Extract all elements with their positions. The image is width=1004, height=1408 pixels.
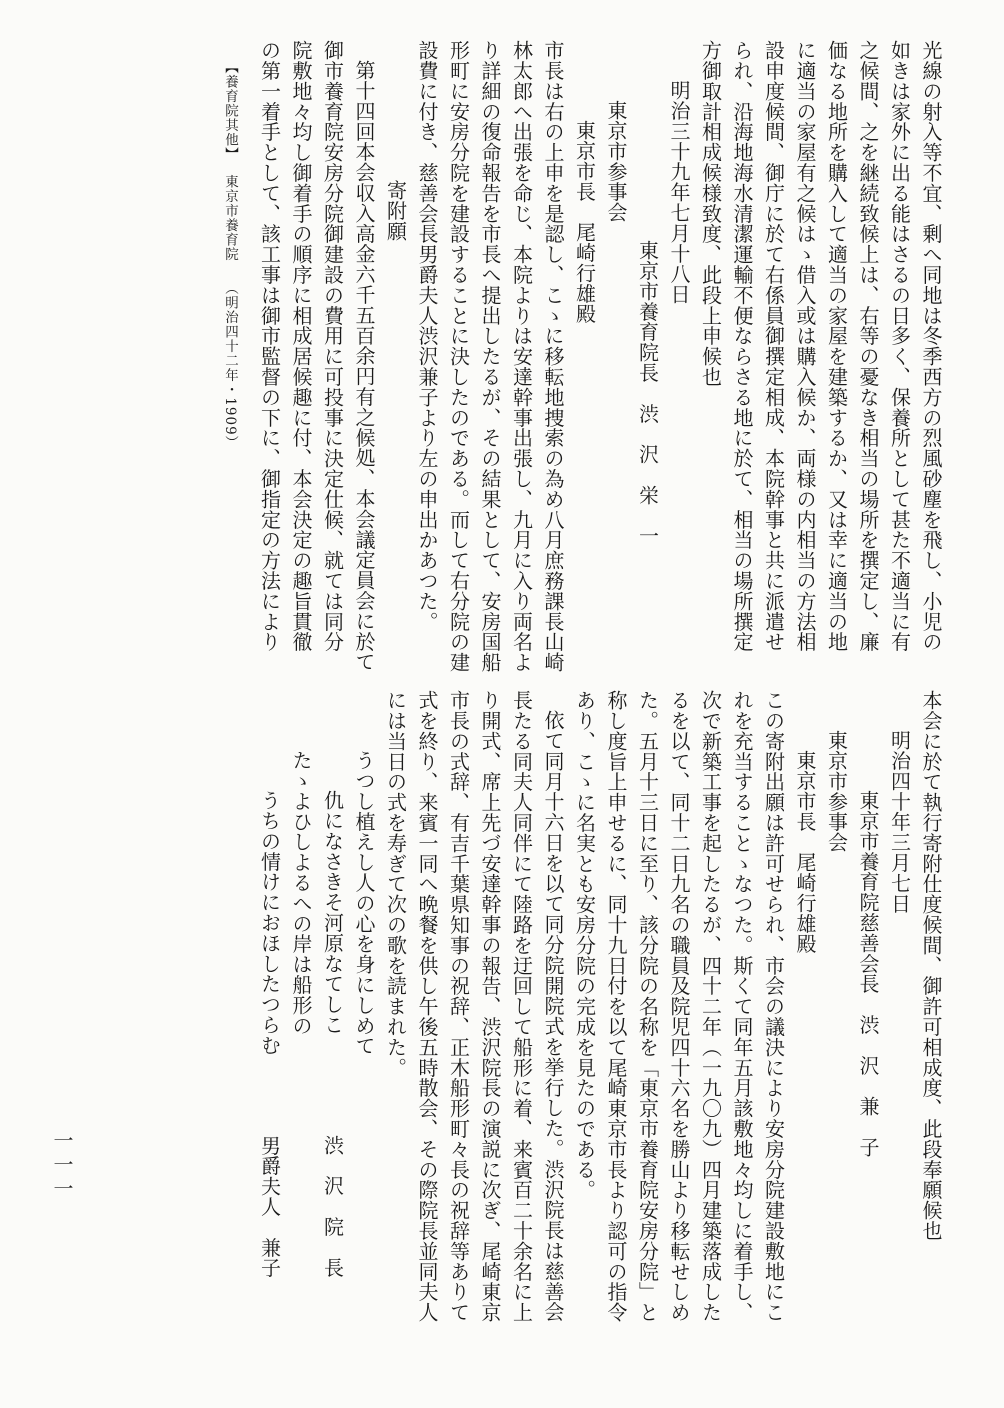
top-text-block <box>46 40 946 672</box>
text-column: 第十四回本会収入高金六千五百余円有之候処、本会議定員会に於て <box>352 60 376 672</box>
text-column: 依て同月十六日を以て同分院開院式を挙行した。渋沢院長は慈善会 <box>541 710 565 1322</box>
text-column: の第一着手として、該工事は御市監督の下に、御指定の方法により <box>257 40 282 652</box>
text-column: 価なる地所を購入して適当の家屋を建築するか、又は幸に適当の地 <box>824 40 849 652</box>
text-column: 之候間、之を継続致候上は、右等の憂なき相当の場所を撰定し、廉 <box>856 40 880 652</box>
text-column: 如きは家外に出る能はさるの日多く、保養所として甚た不適当に有 <box>887 40 912 652</box>
text-column: 称し度旨上申せるに、同十九日付を以て尾崎東京市長より認可の指令 <box>604 690 628 1323</box>
text-column: 院敷地々均し御着手の順序に相成居候趣に付、本会決定の趣旨貫徹 <box>289 40 313 652</box>
section-heading: 寄附願 <box>383 180 408 242</box>
text-column: 設費に付き、慈善会長男爵夫人渋沢兼子より左の申出かあつた。 <box>415 40 439 632</box>
text-column: この寄附出願は許可せられ、市会の議決により安房分院建設敷地にこ <box>761 690 786 1323</box>
signature-line: 東京市養育院慈善会長 渋 沢 兼 子 <box>856 790 880 1158</box>
poem-text: うちの情けにおほしたつらむ <box>257 790 282 1056</box>
addressee-line: 東京市参事会 <box>824 730 849 853</box>
text-column: るを以て、同十二日九名の職員及院児四十六名を勝山より移転せしめ <box>667 690 691 1323</box>
poem-author: 男爵夫人 兼子 <box>257 1135 282 1279</box>
addressee-line: 東京市長 尾崎行雄殿 <box>572 120 597 324</box>
footer-category: 【養育院其他】 <box>222 60 238 155</box>
bottom-text-block <box>46 690 946 1323</box>
text-column: 本会に於て執行寄附仕度候間、御許可相成度、此段奉願候也 <box>919 690 943 1241</box>
text-column: 方御取計相成候様致度、此段上申候也 <box>698 40 723 387</box>
addressee-line: 東京市長 尾崎行雄殿 <box>793 750 817 954</box>
poem-line: うつし植えし人の心を身にしめて <box>352 750 376 1056</box>
text-column: 市長の式辞、有吉千葉県知事の祝辞、正木船形町々長の祝辞等ありて <box>446 690 471 1323</box>
poem-author: 渋 沢 院 長 <box>320 1134 345 1278</box>
date-line: 明治三十九年七月十八日 <box>667 80 691 305</box>
text-column: に適当の家屋有之候はゝ借入或は購入候か、両様の内相当の方法相 <box>793 40 817 652</box>
text-column: た。五月十三日に至り、該分院の名称を「東京市養育院安房分院」と <box>635 690 660 1323</box>
text-column: あり、こゝに名実とも安房分院の完成を見たのである。 <box>572 690 597 1200</box>
text-column: 光線の射入等不宜、剰へ同地は冬季西方の烈風砂塵を飛し、小児の <box>919 40 943 652</box>
footer-note <box>214 40 246 672</box>
text-column: 式を終り、来賓一同へ晩餐を供し午後五時散会、その際院長並同夫人 <box>415 690 439 1323</box>
text-column: られ、沿海地海水清潔運輸不便ならさる地に於て、相当の場所撰定 <box>730 40 754 652</box>
date-line: 明治四十年三月七日 <box>887 730 912 914</box>
poem-line-with-author <box>316 690 348 1318</box>
footer-publisher: 東京市養育院 <box>222 174 238 262</box>
text-column: 御市養育院安房分院御建設の費用に可投事に決定仕候、就ては同分 <box>320 40 345 652</box>
footer-year: （明治四十二年・1909） <box>222 281 238 451</box>
text-column: 林太郎へ出張を命じ、本院よりは安達幹事出張し、九月に入り両名よ <box>509 40 534 673</box>
text-column: 設申度候間、御庁に於て右係員御撰定相成、本院幹事と共に派遣せ <box>761 40 786 652</box>
text-column: り詳細の復命報告を市長へ提出したるが、その結果として、安房国船 <box>478 40 502 673</box>
text-column: 次で新築工事を起したるが、四十二年（一九〇九）四月建築落成した <box>698 690 723 1323</box>
signature-line: 東京市養育院長 渋 沢 栄 一 <box>635 240 660 546</box>
page-number: 一一一 <box>50 1130 74 1202</box>
text-column: 長たる同夫人同伴にて陸路を迂回して船形に着、来賓百二十余名に上 <box>509 690 534 1323</box>
text-column: 形町に安房分院を建設することに決したのである。而して右分院の建 <box>446 40 471 673</box>
text-column: には当日の式を寿ぎて次の歌を読まれた。 <box>383 690 408 1078</box>
text-column: り開式、席上先づ安達幹事の報告、渋沢院長の演説に次ぎ、尾崎東京 <box>478 690 502 1323</box>
poem-line: たゝよひしよるへの岸は船形の <box>289 750 313 1036</box>
addressee-line: 東京市参事会 <box>604 100 628 223</box>
poem-text: 仇になさきそ河原なてしこ <box>320 790 345 1035</box>
text-column: れを充当することゝなつた。斯くて同年五月該敷地々均しに着手し、 <box>730 690 754 1323</box>
poem-line-with-author <box>253 690 285 1318</box>
text-column: 市長は右の上申を是認し、こゝに移転地捜索の為め八月庶務課長山崎 <box>541 40 565 673</box>
